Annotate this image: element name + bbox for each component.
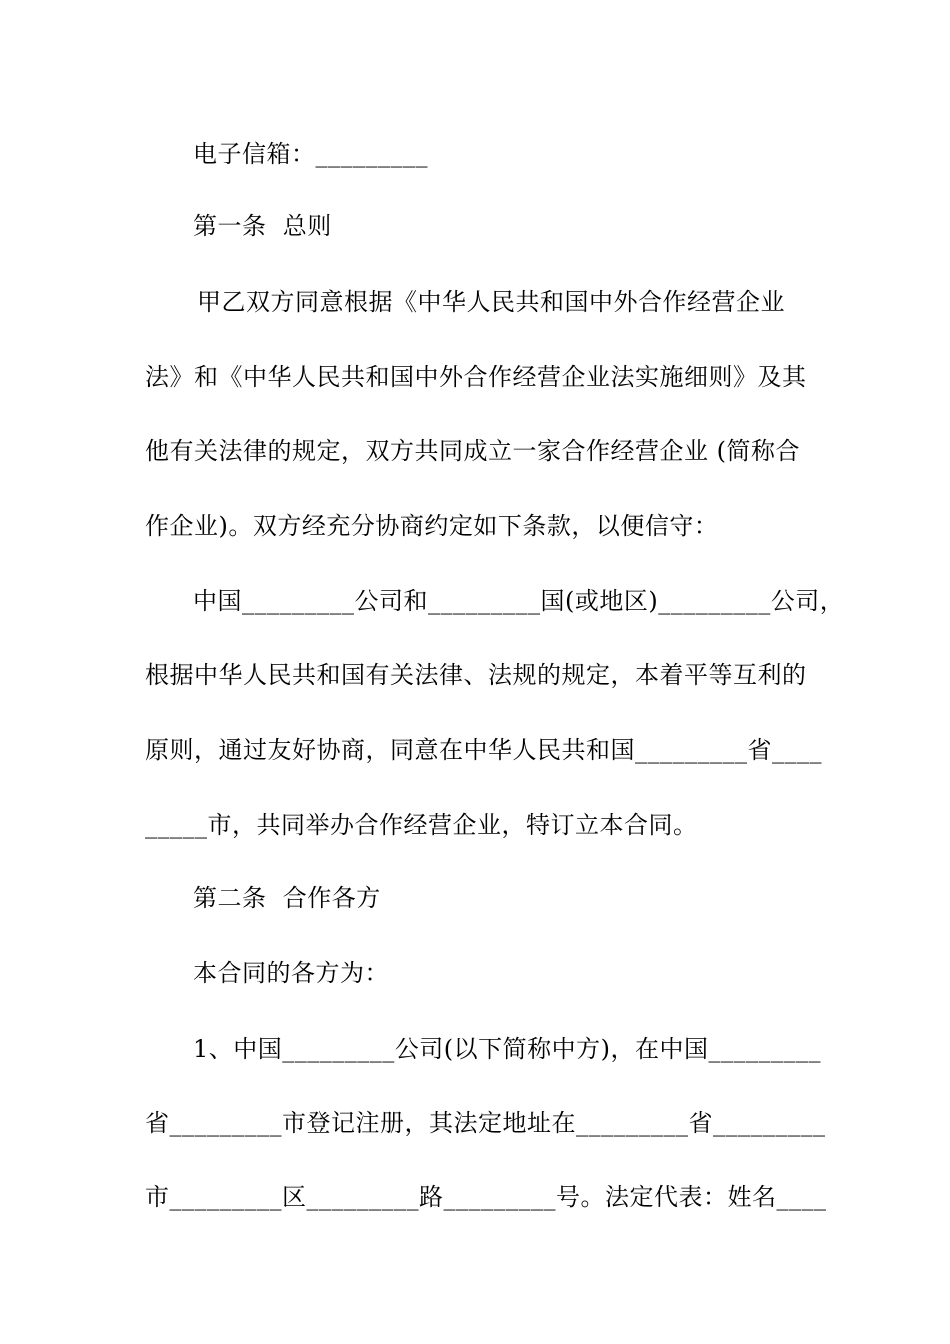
article-2-heading: 第二条 合作各方 (193, 884, 381, 912)
email-line: 电子信箱：_________ (193, 140, 428, 168)
paragraph-line: 作企业)。双方经充分协商约定如下条款，以便信守： (145, 512, 719, 540)
paragraph-line: 1、中国_________公司(以下简称中方)，在中国_________ (193, 1035, 821, 1063)
paragraph-line: 中国_________公司和_________国(或地区)_________公司， (193, 587, 845, 615)
paragraph-line: 法》和《中华人民共和国中外合作经营企业法实施细则》及其 (145, 363, 807, 391)
paragraph-line: 本合同的各方为： (193, 959, 389, 987)
paragraph-line: 根据中华人民共和国有关法律、法规的规定，本着平等互利的 (145, 661, 807, 689)
paragraph-line: 原则，通过友好协商，同意在中华人民共和国_________省____ (145, 736, 822, 764)
paragraph-line: 他有关法律的规定，双方共同成立一家合作经营企业 (简称合 (145, 437, 800, 465)
paragraph-line: 省_________市登记注册，其法定地址在_________省_________ (145, 1109, 826, 1137)
paragraph-line: _____市，共同举办合作经营企业，特订立本合同。 (145, 811, 698, 839)
paragraph-line: 市_________区_________路_________号。法定代表：姓名____ (145, 1183, 827, 1211)
paragraph-line: 甲乙双方同意根据《中华人民共和国中外合作经营企业 (197, 288, 785, 316)
article-1-heading: 第一条 总则 (193, 212, 332, 240)
